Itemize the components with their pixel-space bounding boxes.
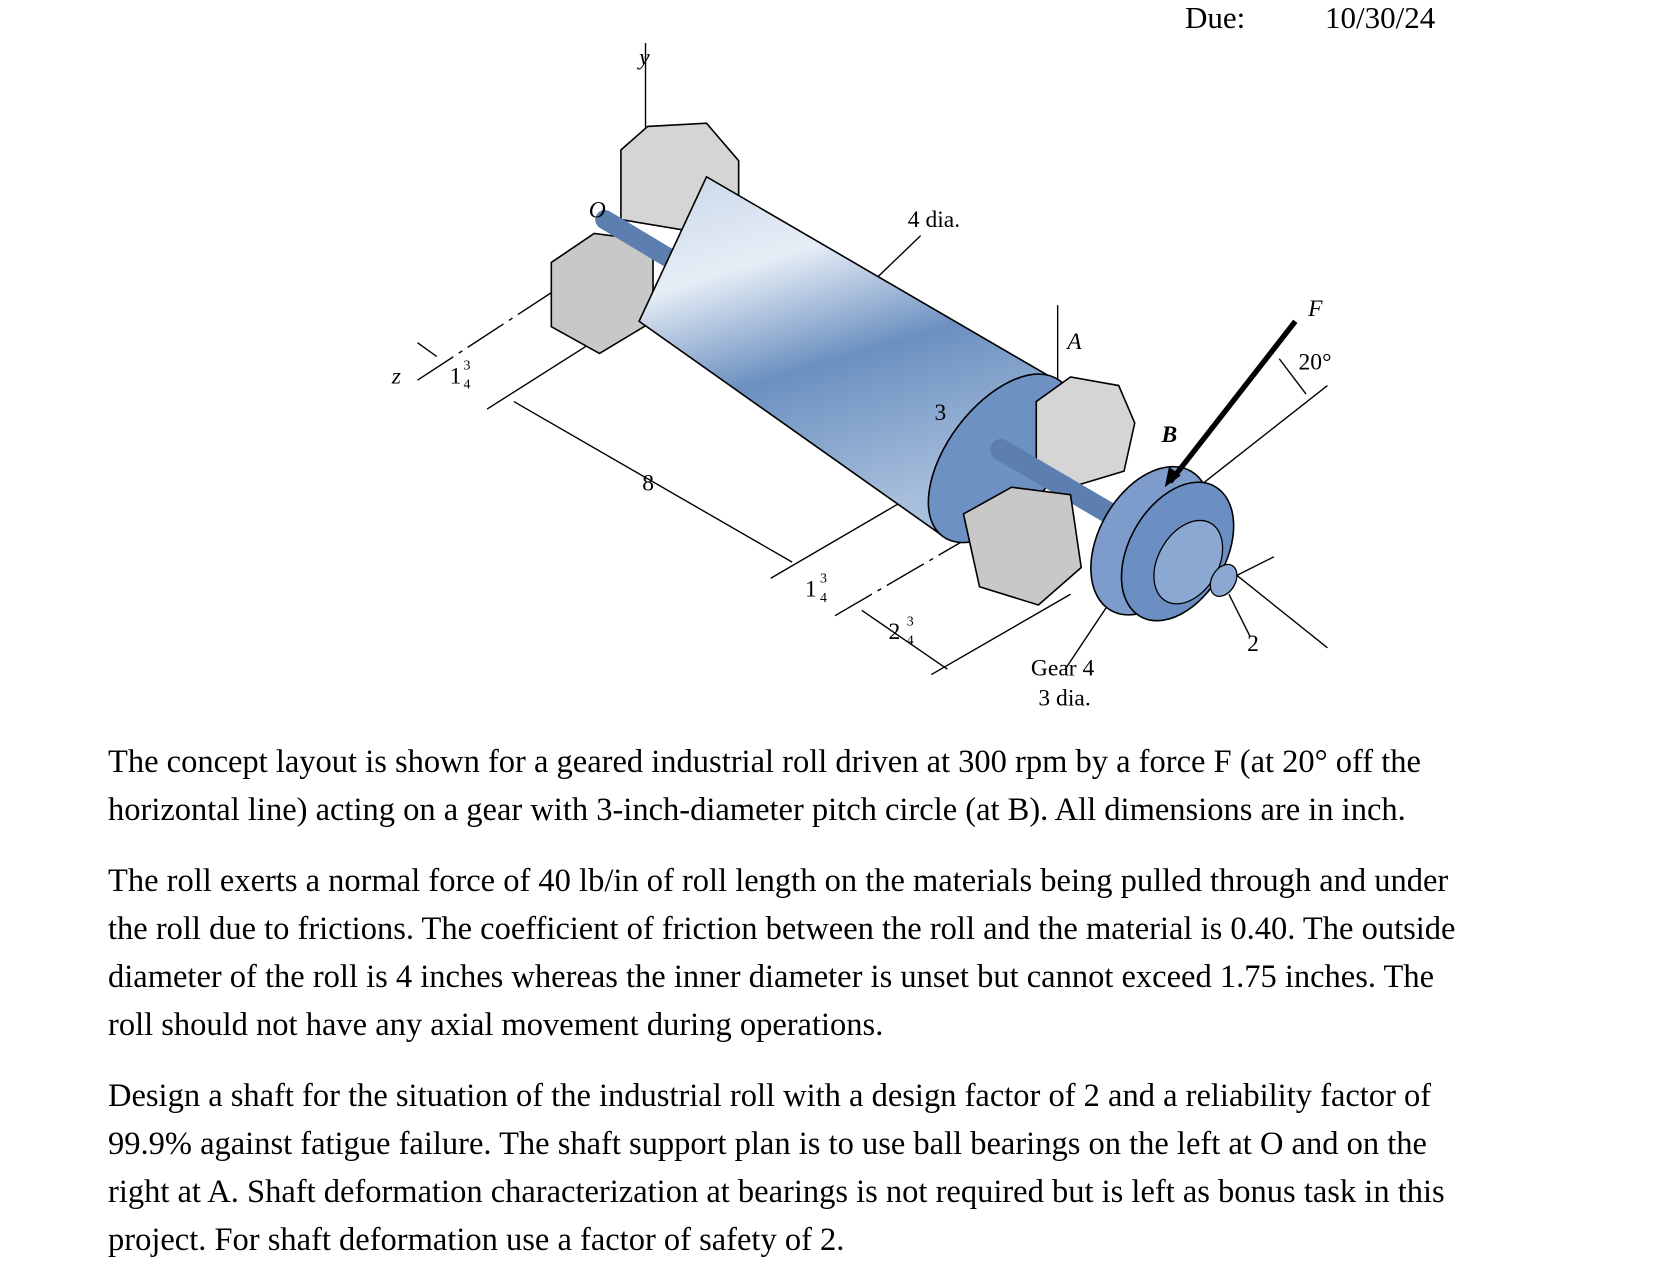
text-line: Design a shaft for the situation of the industrial roll with a design factor of 2 and a reliability factor of <box>108 1078 1432 1114</box>
gear-diameter-label: 3 dia. <box>1038 685 1091 712</box>
roll-diameter-label: 4 dia. <box>907 207 961 234</box>
paragraph-2 <box>108 857 1668 1049</box>
dim-8: 8 <box>642 470 655 497</box>
text-line: The roll exerts a normal force of 40 lb/in of roll length on the materials being pulled through and under <box>108 863 1449 899</box>
text-line: horizontal line) acting on a gear with 3-inch-diameter pitch circle (at B). All dimensions are in inch. <box>108 792 1406 828</box>
paragraph-3 <box>108 1072 1668 1264</box>
y-axis-label: y <box>639 44 650 71</box>
point-b-label: B <box>1161 422 1178 449</box>
angle-label: 20° <box>1298 349 1332 376</box>
frac-num: 3 <box>820 571 827 587</box>
text-line: diameter of the roll is 4 inches whereas the inner diameter is unset but cannot exceed 1.75 inches. The <box>108 959 1435 995</box>
frac-den: 4 <box>906 633 914 649</box>
dim-2-3-4: 2 <box>888 619 901 646</box>
due-label: Due: <box>1185 0 1246 35</box>
dim-1-3-4-left: 1 <box>449 363 462 390</box>
origin-label: O <box>588 197 606 224</box>
text-line: roll should not have any axial movement during operations. <box>108 1007 884 1043</box>
text-line: right at A. Shaft deformation characterization at bearings is not required but is left as bonus task in this <box>108 1174 1445 1210</box>
dim-1-3-4-right: 1 <box>805 576 817 603</box>
frac-num: 3 <box>906 614 914 630</box>
paragraph-1 <box>108 738 1668 834</box>
frac-den: 4 <box>820 590 827 606</box>
text-line: project. For shaft deformation use a factor of safety of 2. <box>108 1222 845 1258</box>
dim-3: 3 <box>934 399 947 426</box>
text-line: The concept layout is shown for a geared industrial roll driven at 300 rpm by a force F (at 20° off the <box>108 744 1421 780</box>
force-label: F <box>1308 295 1323 322</box>
dim-2: 2 <box>1247 631 1259 658</box>
point-a-label: A <box>1067 329 1082 356</box>
frac-den: 4 <box>463 377 471 393</box>
bearing-block-a-bottom <box>963 487 1081 605</box>
due-date: 10/30/24 <box>1325 0 1436 35</box>
bearing-block-o-bottom <box>551 234 653 354</box>
force-f-arrow <box>1170 321 1295 482</box>
frac-num: 3 <box>463 358 471 374</box>
text-line: 99.9% against fatigue failure. The shaft support plan is to use ball bearings on the left at O and on the <box>108 1126 1427 1162</box>
gear-label: Gear 4 <box>1030 655 1095 682</box>
text-line: the roll due to frictions. The coefficient of friction between the roll and the material is 0.40. The outside <box>108 911 1456 947</box>
z-axis-label: z <box>391 363 401 390</box>
